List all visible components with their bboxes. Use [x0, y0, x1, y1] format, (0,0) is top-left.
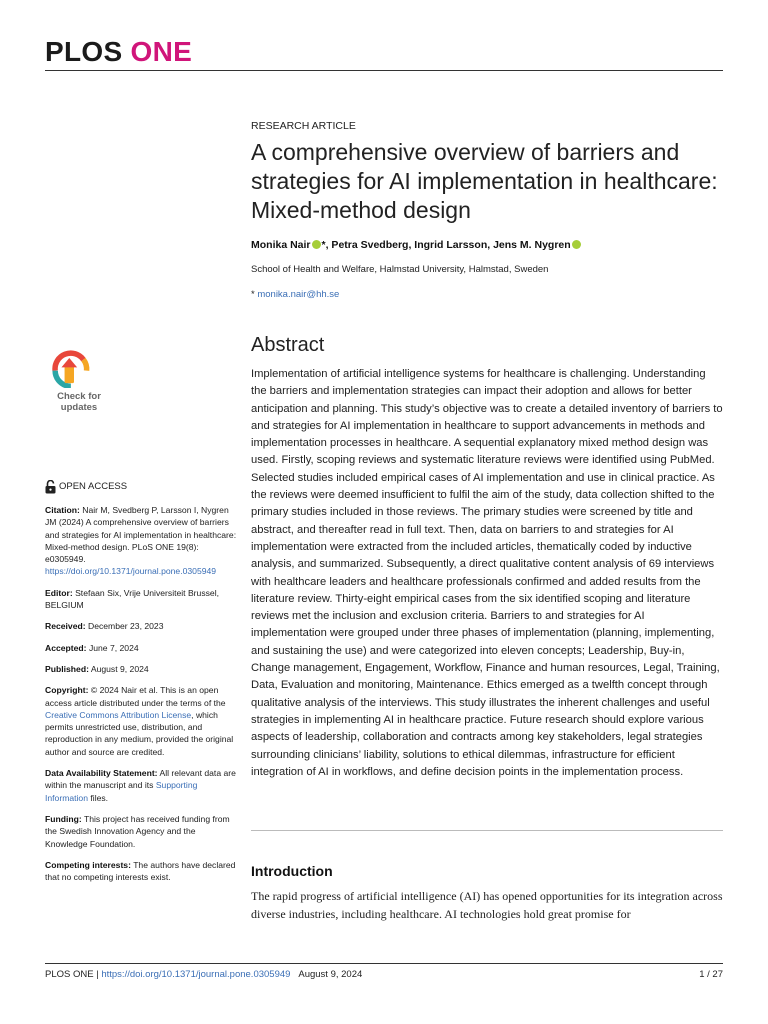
citation [45, 504, 240, 578]
header-rule [45, 70, 723, 71]
license-link[interactable]: Creative Commons Attribution License [45, 709, 192, 720]
footer-rule [45, 963, 723, 964]
footer-citation [45, 969, 362, 980]
data-availability-text: All relevant data are within the manuscript and its [45, 768, 236, 791]
journal-logo [45, 36, 192, 68]
author-list [251, 239, 582, 251]
editor [45, 587, 240, 612]
competing-interests [45, 859, 240, 884]
open-access-label: OPEN ACCESS [59, 480, 128, 492]
data-availability [45, 767, 240, 804]
copyright-label: Copyright: [45, 685, 89, 696]
open-lock-icon [45, 480, 56, 494]
accepted-date: June 7, 2024 [88, 642, 139, 653]
check-for-updates-label[interactable] [46, 392, 112, 413]
supporting-info-link[interactable]: Supporting Information [45, 780, 198, 803]
email-star: * [251, 289, 255, 300]
citation-label: Citation: [45, 505, 80, 515]
article-type: RESEARCH ARTICLE [251, 120, 356, 132]
abstract-text: Implementation of artificial intelligence systems for healthcare is challenging. Understanding the barriers and implementation strategies can impact their adoption and allows for better anticipation and planning. This study’s objective was to create a detailed inventory of barriers to and strategies for AI implementation in healthcare to support advancements in methods and implementation processes in healthcare. A sequential explanatory mixed method design was used. Firstly, scoping reviews and systematic literature reviews were identified using PubMed. Selected studies included empirical cases of AI implementation and use in clinical practice. As the reviews were deemed insufficient to fulfil the aim of the study, data collection shifted to the primary studies included in those reviews. The primary studies were screened by title and abstract, and thereafter read in full text. Then, data on barriers to and strategies for AI implementation were extracted from the included articles, thematically coded by inductive analysis, and summarized. Subsequently, a direct qualitative content analysis of 69 interviews with healthcare leaders and healthcare professionals confirmed and added results from the literature review. Thirty-eight empirical cases from the six identified scoping and literature reviews met the inclusion and exclusion criteria. Barriers to and strategies for AI implementation were grouped under three phases of implementation (planning, implementing, and sustaining the use) and were categorized into eleven concepts; Leadership, Buy-in, Change management, Engagement, Workflow, Finance and human resources, Legal, Training, Data, Evaluation and monitoring, Maintenance. Ethics emerged as a twelfth concept through qualitative analysis of the interviews. This study illustrates the inherent challenges and useful strategies in implementing AI in healthcare practice. Future research should explore various aspects of leadership, collaboration and contracts among key stakeholders, legal strategies surrounding clinicians’ liability, solutions to ethical dilemmas, infrastructure for efficient integration of AI in workflows, and define decision points in the implementation process. [251, 368, 723, 778]
email-link[interactable]: monika.nair@hh.se [257, 289, 340, 300]
published [45, 663, 240, 675]
copyright [45, 684, 240, 758]
check-for-updates-icon[interactable] [52, 350, 96, 388]
logo-plos: PLOS [45, 36, 123, 67]
received-label: Received: [45, 621, 86, 632]
affiliation: School of Health and Welfare, Halmstad University, Halmstad, Sweden [251, 264, 549, 275]
article-info-sidebar [45, 480, 240, 892]
page-number: 1 / 27 [699, 969, 723, 980]
funding-text: This project has received funding from the Swedish Innovation Agency and the Knowledge Foundation. [45, 813, 230, 849]
accepted [45, 642, 240, 654]
author-first: Monika Nair [251, 239, 311, 251]
abstract-heading: Abstract [251, 334, 325, 356]
abstract-rule [251, 830, 723, 831]
footer-journal: PLOS ONE | [45, 969, 99, 980]
article-title: A comprehensive overview of barriers and strategies for AI implementation in healthcare: Mixed-method design [251, 139, 718, 223]
copyright-text-cont: , which permits unrestricted use, distribution, and reproduction in any medium, provided the original author and source are credited. [45, 709, 234, 757]
cfu-line2: updates [60, 401, 98, 413]
introduction-heading: Introduction [251, 863, 333, 879]
introduction-text: The rapid progress of artificial intelligence (AI) has opened opportunities for its integration across diverse industries, including healthcare. AI technologies hold great promise for [251, 889, 723, 921]
open-access-badge [45, 480, 240, 494]
footer-date: August 9, 2024 [298, 969, 363, 980]
logo-one: ONE [130, 36, 193, 67]
editor-text: Stefaan Six, Vrije Universiteit Brussel, BELGIUM [45, 587, 219, 611]
cfu-line1: Check for [57, 391, 101, 402]
competing-label: Competing interests: [45, 859, 131, 870]
corresponding-email [251, 289, 339, 300]
editor-label: Editor: [45, 587, 73, 598]
citation-text: Nair M, Svedberg P, Larsson I, Nygren JM (2024) A comprehensive overview of barriers and strategies for AI implementation in healthcare: Mixed-method design. PLoS ONE 19(8): e0305949. [45, 505, 237, 565]
footer-doi-link[interactable]: https://doi.org/10.1371/journal.pone.0305949 [101, 969, 291, 980]
copyright-text: © 2024 Nair et al. This is an open access article distributed under the terms of the [45, 685, 226, 708]
published-date: August 9, 2024 [90, 663, 149, 674]
accepted-label: Accepted: [45, 642, 87, 653]
funding [45, 813, 240, 850]
citation-doi-link[interactable]: https://doi.org/10.1371/journal.pone.0305949 [45, 566, 217, 577]
orcid-icon[interactable] [312, 240, 321, 249]
data-availability-label: Data Availability Statement: [45, 768, 158, 779]
funding-label: Funding: [45, 813, 82, 824]
author-rest: *, Petra Svedberg, Ingrid Larsson, Jens M. Nygren [321, 239, 571, 251]
competing-text: The authors have declared that no competing interests exist. [45, 859, 236, 883]
data-availability-text-end: files. [90, 792, 109, 803]
published-label: Published: [45, 663, 89, 674]
orcid-icon[interactable] [572, 240, 581, 249]
received [45, 620, 240, 632]
received-date: December 23, 2023 [88, 621, 164, 632]
